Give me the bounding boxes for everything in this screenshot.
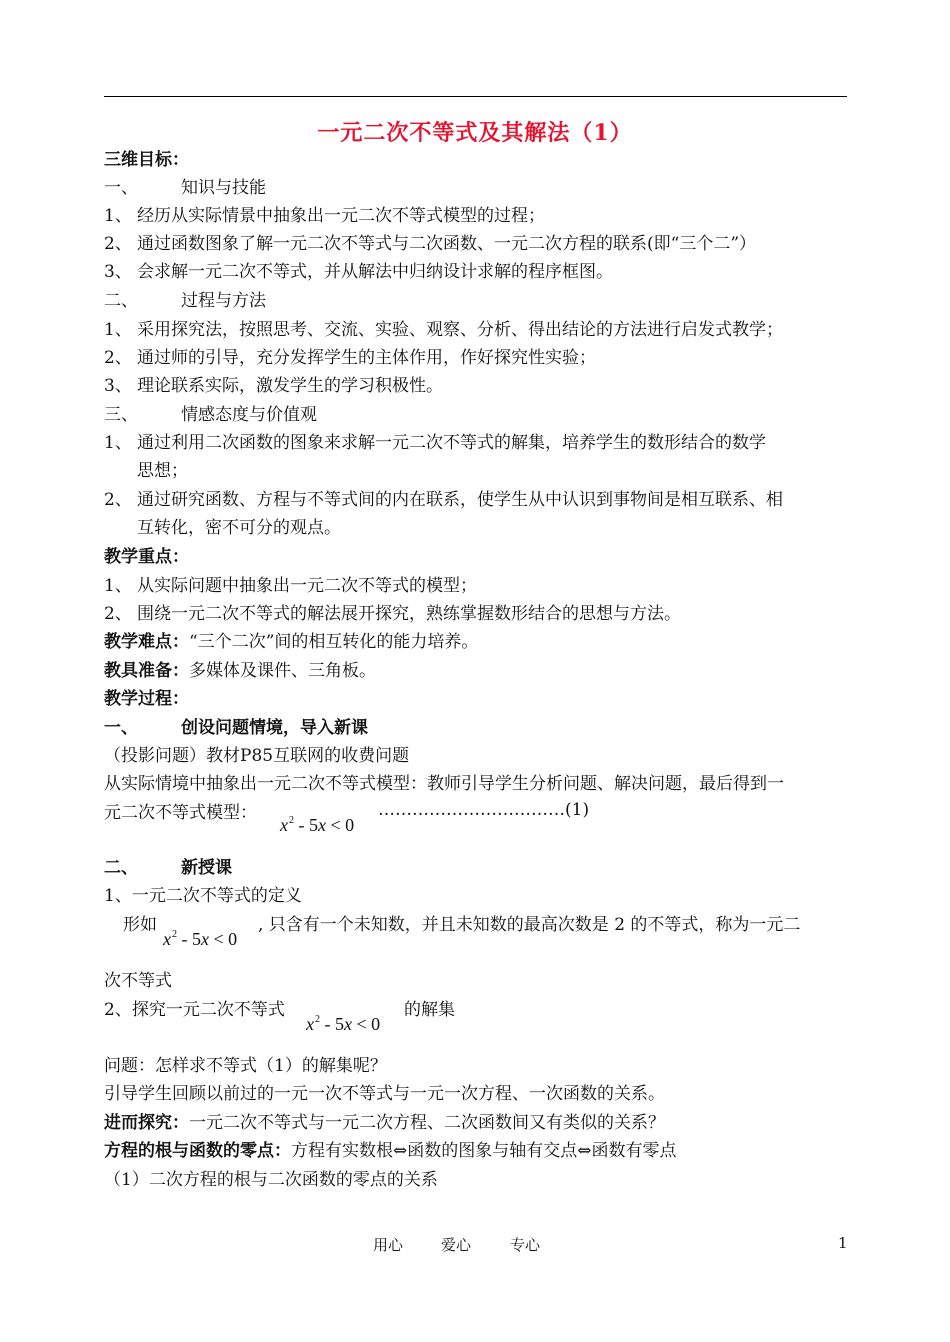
guide-line: 引导学生回顾以前过的一元一次不等式与一元一次方程、一次函数的关系。 [104,1084,665,1104]
question-line: 问题：怎样求不等式（1）的解集呢？ [104,1056,387,1076]
section-label: 新授课 [181,858,232,878]
inequality-formula: $x^2 - 5x < 0$ [163,929,238,949]
item-text: 通过利用二次函数的图象来求解一元二次不等式的解集，培养学生的数形结合的数学 [137,433,766,453]
step-heading [104,718,368,738]
definition-continuation: 次不等式 [104,971,172,991]
step-heading [104,858,232,878]
item-number: 1、 [104,433,132,453]
explore-suffix: 的解集 [404,1000,455,1020]
section-label: 创设问题情境，导入新课 [181,718,368,738]
list-item [104,376,443,396]
list-item [104,234,756,254]
page-number: 1 [838,1234,848,1252]
footer-word: 爱心 [441,1236,472,1254]
definition-heading: 1、一元二次不等式的定义 [104,886,302,906]
roots-text: 方程有实数根⇔函数的图象与轴有交点⇔函数有零点 [291,1141,677,1161]
section-process [104,291,266,311]
projection-line: （投影问题）教材P85互联网的收费问题 [104,746,410,766]
item-number: 2、 [104,348,132,368]
definition-prefix: 形如 [123,915,157,935]
subsection-line: （1）二次方程的根与二次函数的零点的关系 [104,1170,438,1190]
section-number: 三、 [104,405,138,425]
item-text: 会求解一元二次不等式，并从解法中归纳设计求解的程序框图。 [137,262,613,282]
further-line [104,1113,665,1133]
difficulty-label: 教学难点： [104,632,189,652]
section-label: 情感态度与价值观 [181,405,317,425]
further-text: 一元二次不等式与一元二次方程、二次函数间又有类似的关系？ [189,1113,665,1133]
item-number: 2、 [104,234,132,254]
section-attitude [104,405,317,425]
item-continuation: 互转化，密不可分的观点。 [137,518,341,538]
item-number: 3、 [104,376,132,396]
model-line: 元二次不等式模型： [104,803,257,823]
item-number: 1、 [104,576,132,596]
item-text: 从实际问题中抽象出一元二次不等式的模型； [137,576,477,596]
item-text: 通过研究函数、方程与不等式间的内在联系，使学生从中认识到事物间是相互联系、相 [137,490,783,510]
item-text: 围绕一元二次不等式的解法展开探究，熟练掌握数形结合的思想与方法。 [137,604,681,624]
roots-label: 方程的根与函数的零点： [104,1141,291,1161]
explore-prefix: 2、探究一元二次不等式 [104,1000,285,1020]
footer-word: 用心 [373,1236,404,1254]
page-title: 一元二次不等式及其解法（1） [317,120,633,146]
list-item [104,262,613,282]
section-label: 过程与方法 [181,291,266,311]
list-item [104,576,477,596]
item-text: 采用探究法，按照思考、交流、实验、观察、分析、得出结论的方法进行启发式教学； [137,320,783,340]
key-points-heading: 教学重点： [104,547,189,567]
section-number: 一、 [104,718,138,738]
process-heading: 教学过程： [104,689,189,709]
item-continuation: 思想； [137,461,188,481]
inequality-formula: $x^2 - 5x < 0$ [280,815,355,835]
item-number: 2、 [104,604,132,624]
item-number: 1、 [104,206,132,226]
tools-label: 教具准备： [104,661,189,681]
item-text: 通过师的引导，充分发挥学生的主体作用，作好探究性实验； [137,348,596,368]
section-knowledge [104,178,266,198]
section-label: 知识与技能 [181,178,266,198]
inequality-formula: $x^2 - 5x < 0$ [306,1014,381,1034]
model-line: 从实际情境中抽象出一元二次不等式模型：教师引导学生分析问题、解决问题，最后得到一 [104,774,784,794]
definition-text: , 只含有一个未知数，并且未知数的最高次数是 2 的不等式，称为一元二 [258,915,801,935]
item-text: 通过函数图象了解一元二次不等式与二次函数、一元二次方程的联系(即“三个二”） [137,234,757,254]
item-number: 3、 [104,262,132,282]
list-item [104,206,545,226]
list-item [104,348,596,368]
item-text: 经历从实际情景中抽象出一元二次不等式模型的过程； [137,206,545,226]
roots-line [104,1141,677,1161]
tools-line [104,661,376,681]
list-item [104,490,783,510]
header-rule [104,96,847,97]
tools-text: 多媒体及课件、三角板。 [189,661,376,681]
item-number: 2、 [104,490,132,510]
equation-dots: ……………………………(1) [378,800,590,820]
difficulty-line [104,632,478,652]
list-item [104,433,766,453]
footer-word: 专心 [510,1236,541,1254]
section-number: 二、 [104,858,138,878]
goals-heading: 三维目标： [104,150,189,170]
difficulty-text: “三个二次”间的相互转化的能力培养。 [189,632,479,652]
section-number: 二、 [104,291,138,311]
section-number: 一、 [104,178,138,198]
further-label: 进而探究： [104,1113,189,1133]
item-number: 1、 [104,320,132,340]
list-item [104,604,681,624]
list-item [104,320,783,340]
item-text: 理论联系实际，激发学生的学习积极性。 [137,376,443,396]
